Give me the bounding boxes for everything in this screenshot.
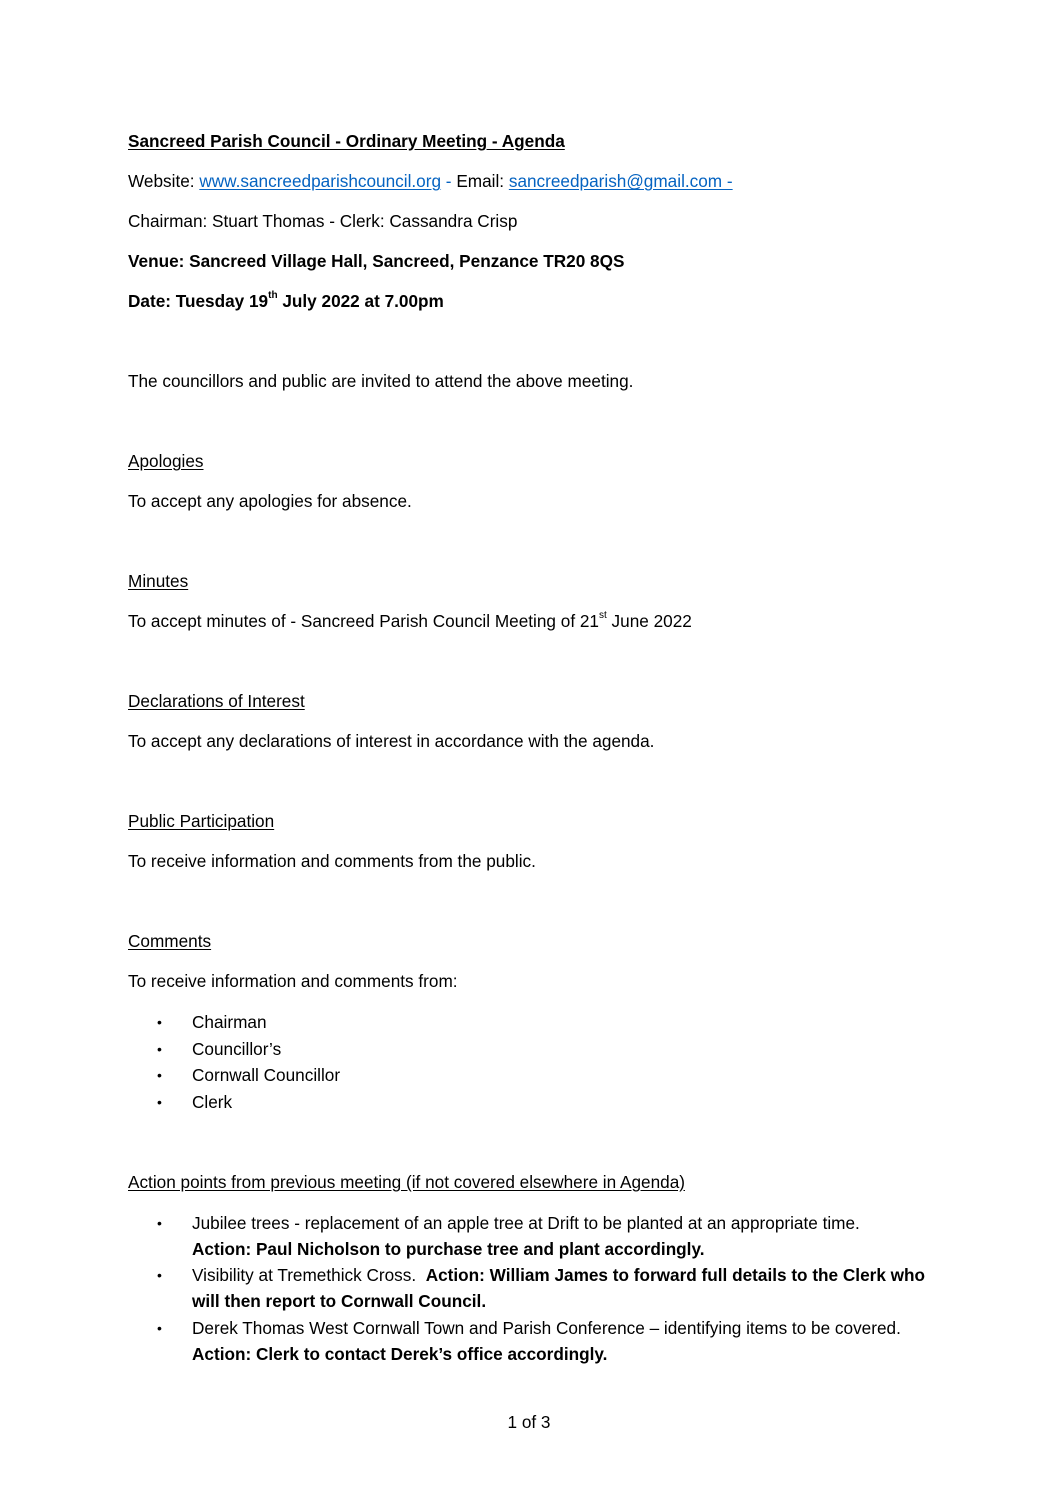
minutes-text-prefix: To accept minutes of - Sancreed Parish Council Meeting of 21 bbox=[128, 611, 599, 631]
action-item bbox=[128, 1315, 930, 1367]
date-ordinal: th bbox=[268, 290, 278, 302]
email-label: Email: bbox=[456, 171, 509, 191]
email-link[interactable]: sancreedparish@gmail.com - bbox=[508, 171, 733, 191]
action-item-action: Action: William James to forward full details to the Clerk who bbox=[425, 1265, 926, 1285]
apologies-text: To accept any apologies for absence. bbox=[128, 491, 412, 511]
website-label: Website: bbox=[128, 171, 200, 191]
chairman-clerk-line: Chairman: Stuart Thomas - Clerk: Cassandra Crisp bbox=[128, 211, 518, 231]
declarations-text: To accept any declarations of interest in accordance with the agenda. bbox=[128, 731, 655, 751]
venue-line: Venue: Sancreed Village Hall, Sancreed, Penzance TR20 8QS bbox=[128, 251, 625, 271]
action-item-text bbox=[192, 1315, 930, 1367]
contact-line bbox=[128, 170, 733, 192]
action-item-line: Visibility at Tremethick Cross. bbox=[192, 1265, 417, 1285]
action-points-heading: Action points from previous meeting (if not covered elsewhere in Agenda) bbox=[128, 1172, 685, 1192]
apologies-heading: Apologies bbox=[128, 451, 204, 471]
bullet-icon: • bbox=[157, 1067, 162, 1083]
action-item bbox=[128, 1210, 930, 1262]
date-prefix: Date: Tuesday 19 bbox=[128, 291, 269, 311]
comments-heading: Comments bbox=[128, 931, 212, 951]
action-item-line: Derek Thomas West Cornwall Town and Parish Conference – identifying items to be covered. bbox=[192, 1318, 901, 1338]
minutes-heading: Minutes bbox=[128, 571, 189, 591]
website-link[interactable]: www.sancreedparishcouncil.org bbox=[199, 171, 442, 191]
minutes-text-suffix: June 2022 bbox=[606, 611, 692, 631]
bullet-icon: • bbox=[157, 1041, 162, 1057]
bullet-icon: • bbox=[157, 1320, 162, 1336]
list-item-label: Chairman bbox=[192, 1012, 267, 1032]
intro-text: The councillors and public are invited to attend the above meeting. bbox=[128, 371, 634, 391]
list-item-label: Councillor’s bbox=[192, 1039, 282, 1059]
action-item-action-cont: will then report to Cornwall Council. bbox=[192, 1291, 487, 1311]
date-line bbox=[128, 290, 444, 312]
action-item-line: Jubilee trees - replacement of an apple tree at Drift to be planted at an appropriate time. bbox=[192, 1213, 860, 1233]
bullet-icon: • bbox=[157, 1094, 162, 1110]
list-item-label: Cornwall Councillor bbox=[192, 1065, 341, 1085]
date-suffix: July 2022 at 7.00pm bbox=[277, 291, 444, 311]
declarations-heading: Declarations of Interest bbox=[128, 691, 305, 711]
action-item-text bbox=[192, 1210, 930, 1262]
action-item bbox=[128, 1262, 930, 1314]
action-item-action: Action: Paul Nicholson to purchase tree and plant accordingly. bbox=[192, 1239, 705, 1259]
bullet-icon: • bbox=[157, 1267, 162, 1283]
comments-text: To receive information and comments from: bbox=[128, 971, 458, 991]
public-participation-heading: Public Participation bbox=[128, 811, 275, 831]
link-separator: - bbox=[441, 171, 457, 191]
minutes-ordinal: st bbox=[599, 610, 607, 622]
action-item-text bbox=[192, 1262, 930, 1314]
bullet-icon: • bbox=[157, 1215, 162, 1231]
list-item-label: Clerk bbox=[192, 1092, 233, 1112]
page-number: 1 of 3 bbox=[507, 1412, 551, 1432]
public-participation-text: To receive information and comments from the public. bbox=[128, 851, 536, 871]
action-item-action: Action: Clerk to contact Derek’s office accordingly. bbox=[192, 1344, 608, 1364]
bullet-icon: • bbox=[157, 1014, 162, 1030]
page-title: Sancreed Parish Council - Ordinary Meeting - Agenda bbox=[128, 131, 565, 151]
minutes-text bbox=[128, 610, 692, 632]
